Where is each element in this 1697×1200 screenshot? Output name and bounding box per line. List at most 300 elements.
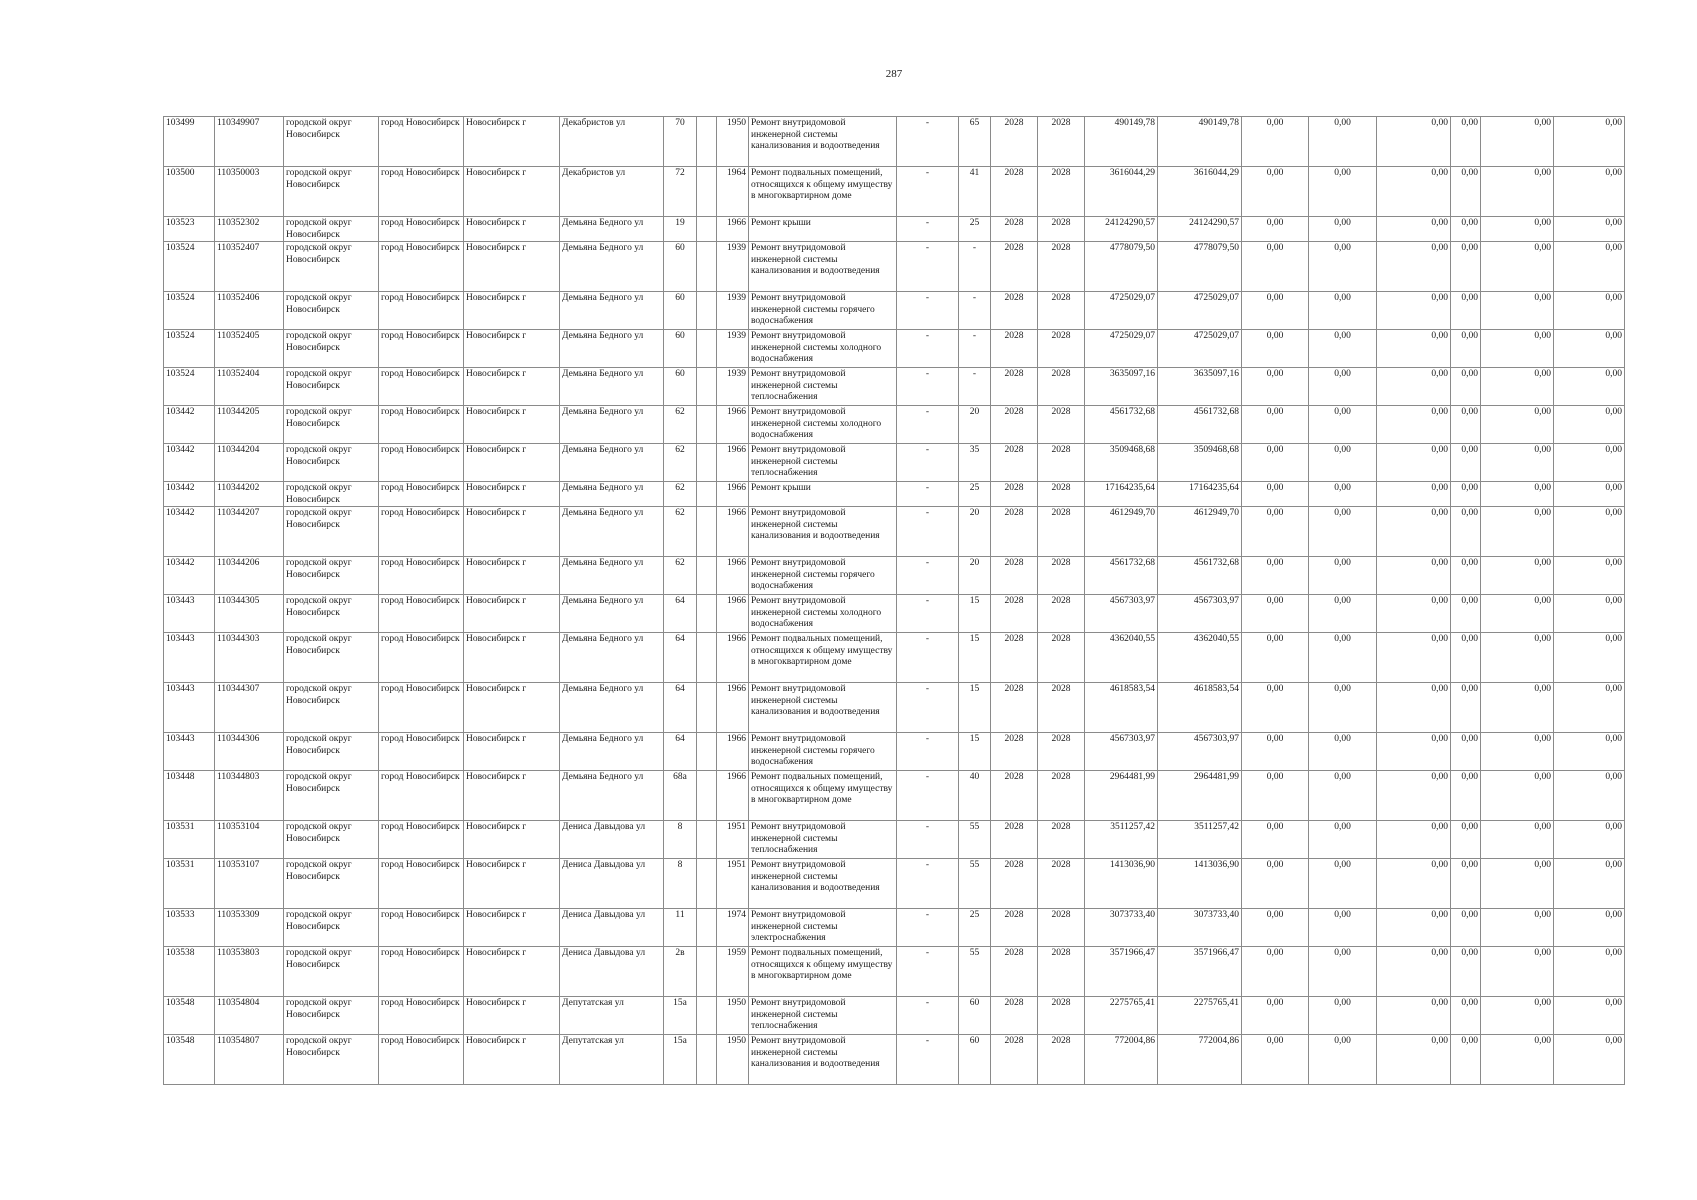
cell-cost-b: 0,00 — [1309, 167, 1377, 217]
cell-locality: Новосибирск г — [464, 406, 560, 444]
cell-settlement: город Новосибирск — [379, 997, 464, 1035]
cell-year: 1950 — [717, 997, 749, 1035]
cell-cost-f: 0,00 — [1554, 444, 1625, 482]
cell-dash: - — [897, 595, 959, 633]
cell-house-id: 103443 — [164, 633, 215, 683]
cell-year: 1939 — [717, 242, 749, 292]
cell-locality: Новосибирск г — [464, 507, 560, 557]
table-row — [164, 167, 1625, 217]
cell-year-start: 2028 — [991, 771, 1038, 821]
cell-house-id: 103442 — [164, 482, 215, 507]
cell-cost-b: 0,00 — [1309, 733, 1377, 771]
cell-work-id: 110349907 — [215, 117, 284, 167]
cell-settlement: город Новосибирск — [379, 633, 464, 683]
cell-cost-e: 0,00 — [1481, 633, 1554, 683]
cell-cost-fund: 3635097,16 — [1158, 368, 1242, 406]
cell-year-end: 2028 — [1038, 167, 1085, 217]
cell-work-id: 110344204 — [215, 444, 284, 482]
cell-cost-c: 0,00 — [1377, 507, 1451, 557]
cell-building — [697, 406, 717, 444]
cell-cost-fund: 3073733,40 — [1158, 909, 1242, 947]
cell-locality: Новосибирск г — [464, 859, 560, 909]
cell-year-start: 2028 — [991, 557, 1038, 595]
cell-building — [697, 507, 717, 557]
cell-cost-b: 0,00 — [1309, 557, 1377, 595]
cell-dash: - — [897, 444, 959, 482]
table-row — [164, 633, 1625, 683]
table-row — [164, 683, 1625, 733]
cell-cost-e: 0,00 — [1481, 821, 1554, 859]
table-row — [164, 557, 1625, 595]
cell-work-type: Ремонт внутридомовой инженерной системы теплоснабжения — [749, 821, 897, 859]
cell-cost-d: 0,00 — [1451, 482, 1481, 507]
cell-year-end: 2028 — [1038, 909, 1085, 947]
cell-municipality: городской округ Новосибирск — [284, 909, 379, 947]
cell-locality: Новосибирск г — [464, 292, 560, 330]
cell-work-type: Ремонт крыши — [749, 482, 897, 507]
cell-cost-fund: 17164235,64 — [1158, 482, 1242, 507]
table-row — [164, 821, 1625, 859]
cell-cost-f: 0,00 — [1554, 482, 1625, 507]
cell-cost-fund: 1413036,90 — [1158, 859, 1242, 909]
cell-cost-total: 3616044,29 — [1085, 167, 1158, 217]
cell-cost-b: 0,00 — [1309, 217, 1377, 242]
cell-building — [697, 859, 717, 909]
cell-building — [697, 444, 717, 482]
cell-cost-e: 0,00 — [1481, 242, 1554, 292]
cell-year-end: 2028 — [1038, 242, 1085, 292]
cell-year-start: 2028 — [991, 217, 1038, 242]
cell-house-number: 60 — [664, 368, 697, 406]
cell-building — [697, 947, 717, 997]
cell-locality: Новосибирск г — [464, 482, 560, 507]
cell-work-type: Ремонт внутридомовой инженерной системы теплоснабжения — [749, 368, 897, 406]
cell-cost-e: 0,00 — [1481, 292, 1554, 330]
cell-work-type: Ремонт внутридомовой инженерной системы горячего водоснабжения — [749, 733, 897, 771]
cell-year: 1966 — [717, 733, 749, 771]
cell-cost-c: 0,00 — [1377, 482, 1451, 507]
table-row — [164, 595, 1625, 633]
cell-cost-f: 0,00 — [1554, 217, 1625, 242]
cell-work-id: 110344205 — [215, 406, 284, 444]
cell-cost-d: 0,00 — [1451, 595, 1481, 633]
cell-year-end: 2028 — [1038, 117, 1085, 167]
cell-cost-f: 0,00 — [1554, 771, 1625, 821]
cell-cost-e: 0,00 — [1481, 1035, 1554, 1085]
cell-wear: 60 — [959, 1035, 991, 1085]
cell-wear: - — [959, 368, 991, 406]
cell-cost-e: 0,00 — [1481, 368, 1554, 406]
cell-cost-a: 0,00 — [1242, 557, 1309, 595]
cell-work-type: Ремонт внутридомовой инженерной системы холодного водоснабжения — [749, 595, 897, 633]
cell-work-type: Ремонт внутридомовой инженерной системы холодного водоснабжения — [749, 330, 897, 368]
cell-building — [697, 633, 717, 683]
cell-cost-total: 4561732,68 — [1085, 557, 1158, 595]
cell-building — [697, 821, 717, 859]
cell-wear: 15 — [959, 633, 991, 683]
cell-cost-e: 0,00 — [1481, 330, 1554, 368]
cell-municipality: городской округ Новосибирск — [284, 557, 379, 595]
cell-street: Демьяна Бедного ул — [560, 368, 664, 406]
cell-year-start: 2028 — [991, 1035, 1038, 1085]
cell-settlement: город Новосибирск — [379, 733, 464, 771]
cell-wear: 20 — [959, 557, 991, 595]
cell-work-type: Ремонт подвальных помещений, относящихся к общему имуществу в многоквартирном доме — [749, 947, 897, 997]
cell-municipality: городской округ Новосибирск — [284, 997, 379, 1035]
cell-building — [697, 167, 717, 217]
cell-settlement: город Новосибирск — [379, 242, 464, 292]
cell-year-start: 2028 — [991, 733, 1038, 771]
cell-locality: Новосибирск г — [464, 217, 560, 242]
cell-cost-a: 0,00 — [1242, 997, 1309, 1035]
cell-street: Демьяна Бедного ул — [560, 330, 664, 368]
cell-year: 1951 — [717, 859, 749, 909]
cell-cost-b: 0,00 — [1309, 633, 1377, 683]
cell-cost-e: 0,00 — [1481, 859, 1554, 909]
cell-cost-a: 0,00 — [1242, 1035, 1309, 1085]
cell-cost-c: 0,00 — [1377, 821, 1451, 859]
cell-cost-a: 0,00 — [1242, 633, 1309, 683]
cell-work-type: Ремонт внутридомовой инженерной системы электроснабжения — [749, 909, 897, 947]
cell-wear: 15 — [959, 733, 991, 771]
cell-cost-e: 0,00 — [1481, 997, 1554, 1035]
cell-cost-total: 4778079,50 — [1085, 242, 1158, 292]
cell-year: 1966 — [717, 444, 749, 482]
cell-dash: - — [897, 633, 959, 683]
cell-wear: - — [959, 292, 991, 330]
cell-year-end: 2028 — [1038, 733, 1085, 771]
cell-dash: - — [897, 1035, 959, 1085]
cell-year: 1950 — [717, 117, 749, 167]
cell-locality: Новосибирск г — [464, 947, 560, 997]
cell-year-start: 2028 — [991, 292, 1038, 330]
cell-house-id: 103524 — [164, 368, 215, 406]
table-row — [164, 1035, 1625, 1085]
cell-settlement: город Новосибирск — [379, 292, 464, 330]
cell-year: 1966 — [717, 406, 749, 444]
cell-house-number: 62 — [664, 557, 697, 595]
table-row — [164, 217, 1625, 242]
cell-year: 1951 — [717, 821, 749, 859]
cell-cost-b: 0,00 — [1309, 1035, 1377, 1085]
cell-year-end: 2028 — [1038, 406, 1085, 444]
cell-municipality: городской округ Новосибирск — [284, 683, 379, 733]
cell-house-id: 103442 — [164, 444, 215, 482]
cell-settlement: город Новосибирск — [379, 507, 464, 557]
cell-locality: Новосибирск г — [464, 683, 560, 733]
cell-cost-b: 0,00 — [1309, 821, 1377, 859]
cell-building — [697, 330, 717, 368]
cell-cost-b: 0,00 — [1309, 242, 1377, 292]
cell-cost-fund: 3511257,42 — [1158, 821, 1242, 859]
cell-cost-total: 4561732,68 — [1085, 406, 1158, 444]
cell-street: Декабристов ул — [560, 117, 664, 167]
cell-work-id: 110353107 — [215, 859, 284, 909]
cell-year: 1939 — [717, 292, 749, 330]
cell-house-number: 15а — [664, 997, 697, 1035]
cell-cost-d: 0,00 — [1451, 947, 1481, 997]
cell-year-start: 2028 — [991, 821, 1038, 859]
cell-cost-c: 0,00 — [1377, 292, 1451, 330]
cell-year: 1966 — [717, 683, 749, 733]
cell-house-number: 62 — [664, 444, 697, 482]
cell-cost-f: 0,00 — [1554, 633, 1625, 683]
cell-municipality: городской округ Новосибирск — [284, 117, 379, 167]
cell-work-id: 110344305 — [215, 595, 284, 633]
cell-building — [697, 557, 717, 595]
cell-cost-d: 0,00 — [1451, 557, 1481, 595]
cell-year-start: 2028 — [991, 482, 1038, 507]
cell-cost-fund: 2964481,99 — [1158, 771, 1242, 821]
cell-dash: - — [897, 242, 959, 292]
cell-year: 1966 — [717, 507, 749, 557]
cell-cost-total: 24124290,57 — [1085, 217, 1158, 242]
cell-dash: - — [897, 507, 959, 557]
cell-municipality: городской округ Новосибирск — [284, 595, 379, 633]
cell-house-number: 60 — [664, 292, 697, 330]
cell-work-id: 110344206 — [215, 557, 284, 595]
cell-year: 1966 — [717, 771, 749, 821]
cell-house-number: 64 — [664, 633, 697, 683]
table-row — [164, 482, 1625, 507]
cell-house-number: 64 — [664, 683, 697, 733]
cell-municipality: городской округ Новосибирск — [284, 444, 379, 482]
cell-cost-fund: 4725029,07 — [1158, 292, 1242, 330]
cell-year-end: 2028 — [1038, 771, 1085, 821]
cell-cost-fund: 4618583,54 — [1158, 683, 1242, 733]
cell-cost-fund: 4725029,07 — [1158, 330, 1242, 368]
cell-cost-c: 0,00 — [1377, 947, 1451, 997]
cell-house-id: 103443 — [164, 683, 215, 733]
cell-work-id: 110352302 — [215, 217, 284, 242]
cell-year-end: 2028 — [1038, 444, 1085, 482]
cell-house-number: 68а — [664, 771, 697, 821]
table-row — [164, 947, 1625, 997]
cell-work-type: Ремонт внутридомовой инженерной системы теплоснабжения — [749, 444, 897, 482]
cell-cost-a: 0,00 — [1242, 683, 1309, 733]
cell-wear: 55 — [959, 821, 991, 859]
cell-street: Демьяна Бедного ул — [560, 771, 664, 821]
cell-building — [697, 733, 717, 771]
cell-cost-f: 0,00 — [1554, 557, 1625, 595]
cell-year-end: 2028 — [1038, 821, 1085, 859]
cell-year-end: 2028 — [1038, 997, 1085, 1035]
cell-cost-total: 17164235,64 — [1085, 482, 1158, 507]
cell-dash: - — [897, 859, 959, 909]
cell-cost-total: 2964481,99 — [1085, 771, 1158, 821]
cell-cost-total: 3635097,16 — [1085, 368, 1158, 406]
cell-cost-b: 0,00 — [1309, 292, 1377, 330]
cell-dash: - — [897, 482, 959, 507]
cell-cost-e: 0,00 — [1481, 557, 1554, 595]
cell-building — [697, 1035, 717, 1085]
cell-building — [697, 217, 717, 242]
cell-cost-total: 4618583,54 — [1085, 683, 1158, 733]
cell-cost-a: 0,00 — [1242, 406, 1309, 444]
cell-cost-c: 0,00 — [1377, 633, 1451, 683]
cell-cost-e: 0,00 — [1481, 733, 1554, 771]
cell-year-start: 2028 — [991, 683, 1038, 733]
cell-work-type: Ремонт внутридомовой инженерной системы канализования и водоотведения — [749, 683, 897, 733]
cell-settlement: город Новосибирск — [379, 330, 464, 368]
cell-year-end: 2028 — [1038, 292, 1085, 330]
cell-settlement: город Новосибирск — [379, 909, 464, 947]
cell-year-start: 2028 — [991, 242, 1038, 292]
cell-dash: - — [897, 117, 959, 167]
cell-wear: - — [959, 242, 991, 292]
cell-cost-fund: 490149,78 — [1158, 117, 1242, 167]
cell-cost-f: 0,00 — [1554, 733, 1625, 771]
cell-cost-a: 0,00 — [1242, 859, 1309, 909]
cell-street: Демьяна Бедного ул — [560, 733, 664, 771]
cell-settlement: город Новосибирск — [379, 444, 464, 482]
table-row — [164, 242, 1625, 292]
cell-dash: - — [897, 771, 959, 821]
cell-dash: - — [897, 292, 959, 330]
cell-settlement: город Новосибирск — [379, 368, 464, 406]
cell-cost-c: 0,00 — [1377, 330, 1451, 368]
cell-cost-d: 0,00 — [1451, 406, 1481, 444]
cell-cost-a: 0,00 — [1242, 909, 1309, 947]
cell-year-end: 2028 — [1038, 683, 1085, 733]
cell-work-type: Ремонт внутридомовой инженерной системы теплоснабжения — [749, 997, 897, 1035]
cell-street: Демьяна Бедного ул — [560, 482, 664, 507]
table-row — [164, 330, 1625, 368]
cell-house-id: 103548 — [164, 997, 215, 1035]
cell-locality: Новосибирск г — [464, 1035, 560, 1085]
cell-year: 1966 — [717, 482, 749, 507]
cell-building — [697, 909, 717, 947]
cell-year: 1950 — [717, 1035, 749, 1085]
cell-cost-b: 0,00 — [1309, 406, 1377, 444]
cell-street: Дениса Давыдова ул — [560, 947, 664, 997]
table-row — [164, 117, 1625, 167]
cell-municipality: городской округ Новосибирск — [284, 733, 379, 771]
cell-municipality: городской округ Новосибирск — [284, 406, 379, 444]
cell-street: Декабристов ул — [560, 167, 664, 217]
cell-dash: - — [897, 217, 959, 242]
cell-cost-d: 0,00 — [1451, 683, 1481, 733]
cell-locality: Новосибирск г — [464, 633, 560, 683]
cell-street: Демьяна Бедного ул — [560, 292, 664, 330]
cell-dash: - — [897, 368, 959, 406]
cell-cost-e: 0,00 — [1481, 444, 1554, 482]
cell-locality: Новосибирск г — [464, 368, 560, 406]
cell-house-id: 103442 — [164, 507, 215, 557]
cell-year-end: 2028 — [1038, 368, 1085, 406]
cell-work-id: 110353309 — [215, 909, 284, 947]
cell-year-end: 2028 — [1038, 482, 1085, 507]
cell-cost-c: 0,00 — [1377, 859, 1451, 909]
cell-locality: Новосибирск г — [464, 909, 560, 947]
cell-locality: Новосибирск г — [464, 167, 560, 217]
cell-cost-a: 0,00 — [1242, 821, 1309, 859]
cell-cost-fund: 4362040,55 — [1158, 633, 1242, 683]
cell-cost-b: 0,00 — [1309, 507, 1377, 557]
cell-street: Демьяна Бедного ул — [560, 242, 664, 292]
cell-house-number: 19 — [664, 217, 697, 242]
cell-house-number: 11 — [664, 909, 697, 947]
cell-street: Дениса Давыдова ул — [560, 909, 664, 947]
table-row — [164, 292, 1625, 330]
cell-cost-a: 0,00 — [1242, 595, 1309, 633]
cell-work-id: 110352404 — [215, 368, 284, 406]
cell-cost-a: 0,00 — [1242, 117, 1309, 167]
cell-cost-b: 0,00 — [1309, 909, 1377, 947]
cell-cost-c: 0,00 — [1377, 909, 1451, 947]
cell-cost-a: 0,00 — [1242, 444, 1309, 482]
cell-municipality: городской округ Новосибирск — [284, 242, 379, 292]
cell-cost-fund: 4567303,97 — [1158, 733, 1242, 771]
cell-municipality: городской округ Новосибирск — [284, 507, 379, 557]
cell-cost-fund: 4778079,50 — [1158, 242, 1242, 292]
cell-cost-total: 3571966,47 — [1085, 947, 1158, 997]
cell-locality: Новосибирск г — [464, 557, 560, 595]
cell-locality: Новосибирск г — [464, 242, 560, 292]
cell-year-end: 2028 — [1038, 1035, 1085, 1085]
table-row — [164, 406, 1625, 444]
cell-year: 1966 — [717, 557, 749, 595]
cell-street: Демьяна Бедного ул — [560, 633, 664, 683]
cell-house-id: 103548 — [164, 1035, 215, 1085]
cell-house-id: 103499 — [164, 117, 215, 167]
cell-year-start: 2028 — [991, 167, 1038, 217]
cell-building — [697, 683, 717, 733]
table-row — [164, 444, 1625, 482]
cell-street: Демьяна Бедного ул — [560, 683, 664, 733]
cell-cost-e: 0,00 — [1481, 771, 1554, 821]
cell-settlement: город Новосибирск — [379, 683, 464, 733]
cell-settlement: город Новосибирск — [379, 947, 464, 997]
cell-cost-f: 0,00 — [1554, 167, 1625, 217]
cell-municipality: городской округ Новосибирск — [284, 368, 379, 406]
cell-cost-total: 4362040,55 — [1085, 633, 1158, 683]
cell-year-start: 2028 — [991, 633, 1038, 683]
cell-cost-a: 0,00 — [1242, 771, 1309, 821]
cell-cost-d: 0,00 — [1451, 167, 1481, 217]
cell-work-type: Ремонт внутридомовой инженерной системы горячего водоснабжения — [749, 557, 897, 595]
cell-year-end: 2028 — [1038, 595, 1085, 633]
cell-building — [697, 997, 717, 1035]
cell-work-type: Ремонт внутридомовой инженерной системы канализования и водоотведения — [749, 1035, 897, 1085]
cell-work-id: 110344303 — [215, 633, 284, 683]
cell-house-number: 2в — [664, 947, 697, 997]
cell-work-type: Ремонт внутридомовой инженерной системы канализования и водоотведения — [749, 859, 897, 909]
cell-cost-e: 0,00 — [1481, 482, 1554, 507]
cell-wear: 55 — [959, 947, 991, 997]
cell-municipality: городской округ Новосибирск — [284, 292, 379, 330]
cell-municipality: городской округ Новосибирск — [284, 859, 379, 909]
cell-house-number: 72 — [664, 167, 697, 217]
cell-settlement: город Новосибирск — [379, 167, 464, 217]
cell-cost-total: 772004,86 — [1085, 1035, 1158, 1085]
cell-work-id: 110352407 — [215, 242, 284, 292]
cell-cost-fund: 2275765,41 — [1158, 997, 1242, 1035]
cell-cost-total: 4567303,97 — [1085, 595, 1158, 633]
cell-cost-e: 0,00 — [1481, 595, 1554, 633]
cell-year-start: 2028 — [991, 947, 1038, 997]
cell-cost-f: 0,00 — [1554, 406, 1625, 444]
cell-street: Дениса Давыдова ул — [560, 859, 664, 909]
cell-cost-f: 0,00 — [1554, 909, 1625, 947]
cell-street: Депутатская ул — [560, 997, 664, 1035]
cell-cost-b: 0,00 — [1309, 683, 1377, 733]
cell-municipality: городской округ Новосибирск — [284, 482, 379, 507]
cell-year-start: 2028 — [991, 368, 1038, 406]
cell-cost-c: 0,00 — [1377, 1035, 1451, 1085]
cell-locality: Новосибирск г — [464, 997, 560, 1035]
cell-year-start: 2028 — [991, 444, 1038, 482]
